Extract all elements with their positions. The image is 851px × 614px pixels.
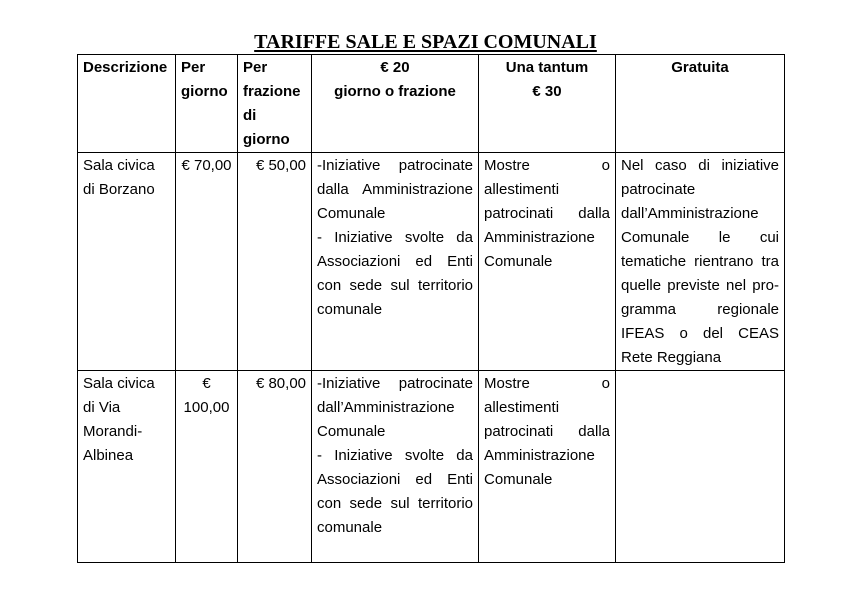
cell-descrizione: Sala civica di Via Morandi- Albinea — [78, 371, 176, 563]
cell-per-giorno: € 100,00 — [176, 371, 238, 563]
header-euro20 — [312, 55, 479, 153]
cell-euro20 — [312, 371, 479, 563]
tariffe-table — [77, 54, 785, 563]
header-una-tantum-label: Una tantum — [505, 59, 589, 76]
cell-descrizione: Sala civica di Borzano — [78, 153, 176, 371]
header-euro20-amount: € 20 — [380, 59, 410, 76]
cell-una-tantum: Mostre o allestimenti patrocinati dalla Amministrazione Comunale — [479, 153, 616, 371]
table-row — [78, 371, 785, 563]
header-gratuita: Gratuita — [616, 55, 785, 153]
cell-euro20 — [312, 153, 479, 371]
table-header-row — [78, 55, 785, 153]
cell-per-frazione: € 50,00 — [238, 153, 312, 371]
document-title-text: TARIFFE SALE E SPAZI COMUNALI — [254, 31, 597, 53]
cell-euro20-associazioni: - Iniziative svolte da Associazioni ed Enti con sede sul territorio comunale — [317, 447, 473, 536]
cell-euro20-patrocinate: -Iniziative patrocinate dalla Amministrazione Comunale — [317, 157, 473, 222]
header-euro20-label: giorno o frazione — [334, 83, 456, 100]
table-row — [78, 153, 785, 371]
cell-euro20-patrocinate: -Iniziative patrocinate dall’Amministrazione Comunale — [317, 375, 473, 440]
cell-gratuita — [616, 371, 785, 563]
cell-gratuita: Nel caso di iniziative patrocinate dall’Amministrazione Comunale le cui tematiche rientrano tra quelle previste nel pro-gramma regionale IFEAS o del CEAS Rete Reggiana — [616, 153, 785, 371]
cell-euro20-associazioni: - Iniziative svolte da Associazioni ed Enti con sede sul territorio comunale — [317, 229, 473, 318]
header-descrizione: Descrizione — [78, 55, 176, 153]
header-una-tantum — [479, 55, 616, 153]
header-una-tantum-amount: € 30 — [532, 83, 562, 100]
header-per-giorno: Per giorno — [176, 55, 238, 153]
document-title — [0, 30, 851, 54]
cell-per-frazione: € 80,00 — [238, 371, 312, 563]
cell-per-giorno: € 70,00 — [176, 153, 238, 371]
header-per-frazione: Per frazione di giorno — [238, 55, 312, 153]
cell-una-tantum: Mostre o allestimenti patrocinati dalla Amministrazione Comunale — [479, 371, 616, 563]
